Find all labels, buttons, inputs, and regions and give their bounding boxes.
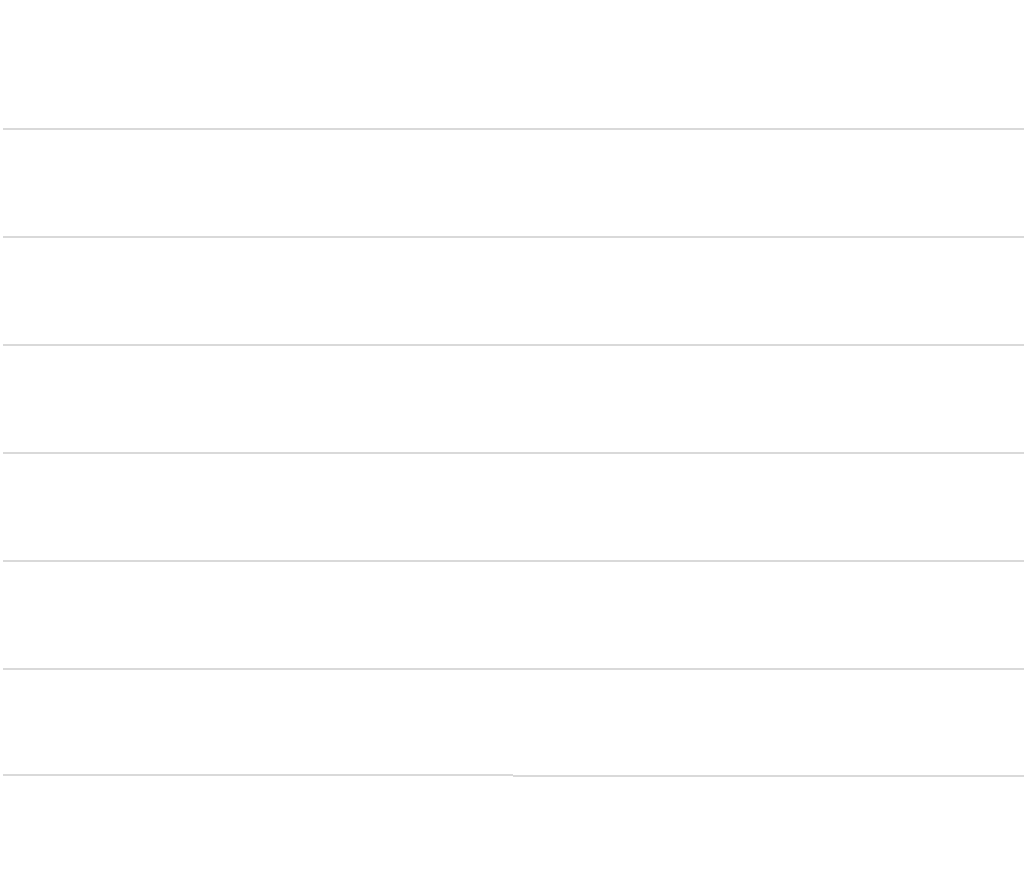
list-row-8[interactable] [0,777,1027,882]
list-row-4[interactable] [0,346,1027,454]
row-divider-7-left [3,774,513,776]
list-row-2[interactable] [0,130,1027,238]
list-row-7[interactable] [0,670,1027,778]
list-row-3[interactable] [0,238,1027,346]
list-row-1[interactable] [0,0,1027,108]
list-row-6[interactable] [0,562,1027,670]
list-row-5[interactable] [0,454,1027,562]
